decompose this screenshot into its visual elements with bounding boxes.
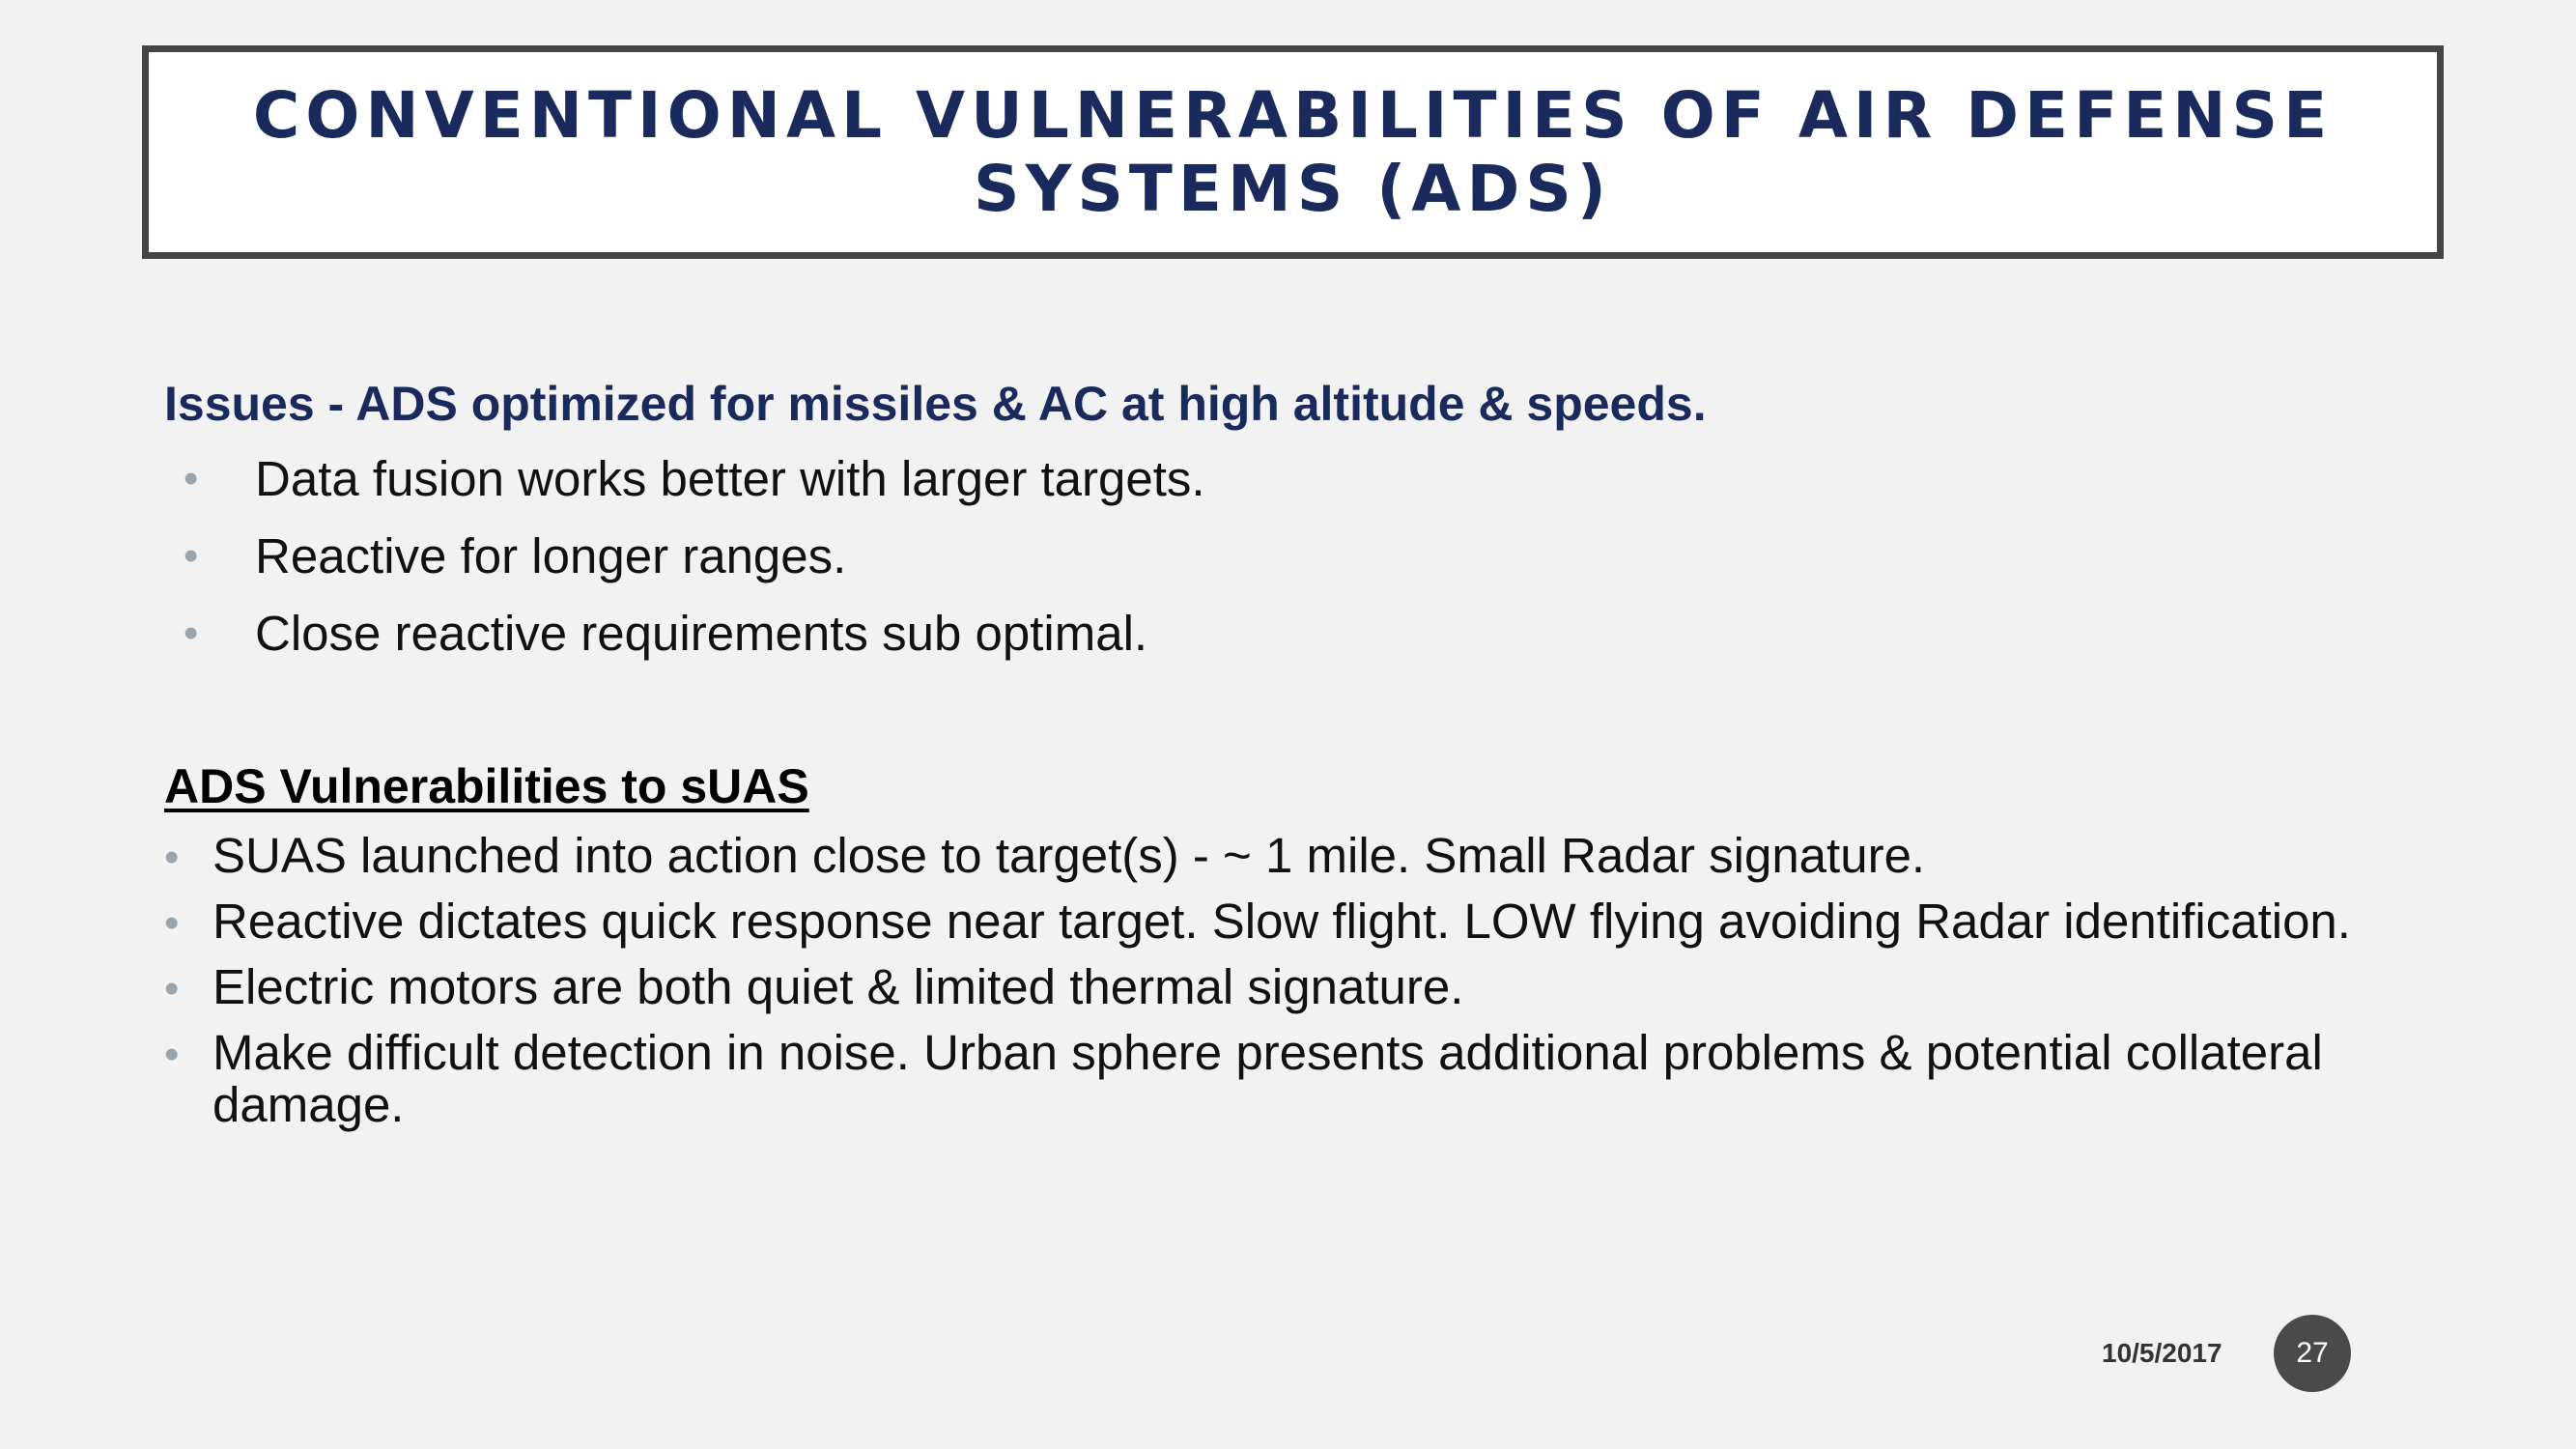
bullet-icon: • <box>164 899 180 947</box>
bullet-icon: • <box>184 455 199 502</box>
vulnerabilities-heading: ADS Vulnerabilities to sUAS <box>164 759 809 813</box>
list-item <box>164 961 2434 1013</box>
list-item-text: Reactive dictates quick response near target. Slow flight. LOW flying avoiding Radar identification. <box>212 894 2351 949</box>
bullet-icon: • <box>184 532 199 580</box>
slide-title-line-2: SYSTEMS (ADS) <box>974 151 1612 226</box>
slide-title-line-1: CONVENTIONAL VULNERABILITIES OF AIR DEFENSE <box>252 77 2334 153</box>
list-item-text: Close reactive requirements sub optimal. <box>255 606 1148 661</box>
page-number-badge <box>2274 1315 2351 1392</box>
bullet-icon: • <box>184 610 199 657</box>
title-box <box>142 45 2444 259</box>
slide-content <box>164 372 2434 1145</box>
list-item <box>164 447 2434 511</box>
list-item <box>164 895 2434 948</box>
list-item <box>164 830 2434 882</box>
list-item <box>164 1027 2434 1131</box>
footer-date: 10/5/2017 <box>2102 1338 2222 1368</box>
issues-list <box>164 447 2434 666</box>
list-item-text: Make difficult detection in noise. Urban sphere presents additional problems & potential collateral damage. <box>212 1025 2323 1132</box>
list-item-text: Electric motors are both quiet & limited thermal signature. <box>212 959 1464 1014</box>
vulnerabilities-list <box>164 830 2434 1131</box>
page-number: 27 <box>2296 1337 2329 1369</box>
list-item <box>164 602 2434 666</box>
list-item-text: Data fusion works better with larger targets. <box>255 451 1205 506</box>
bullet-icon: • <box>164 965 180 1012</box>
bullet-icon: • <box>164 834 180 881</box>
list-item-text: SUAS launched into action close to target(s) - ~ 1 mile. Small Radar signature. <box>212 828 1926 883</box>
issues-heading: Issues - ADS optimized for missiles & AC at high altitude & speeds. <box>164 377 1707 431</box>
list-item <box>164 525 2434 588</box>
list-item-text: Reactive for longer ranges. <box>255 528 847 583</box>
bullet-icon: • <box>164 1031 180 1078</box>
